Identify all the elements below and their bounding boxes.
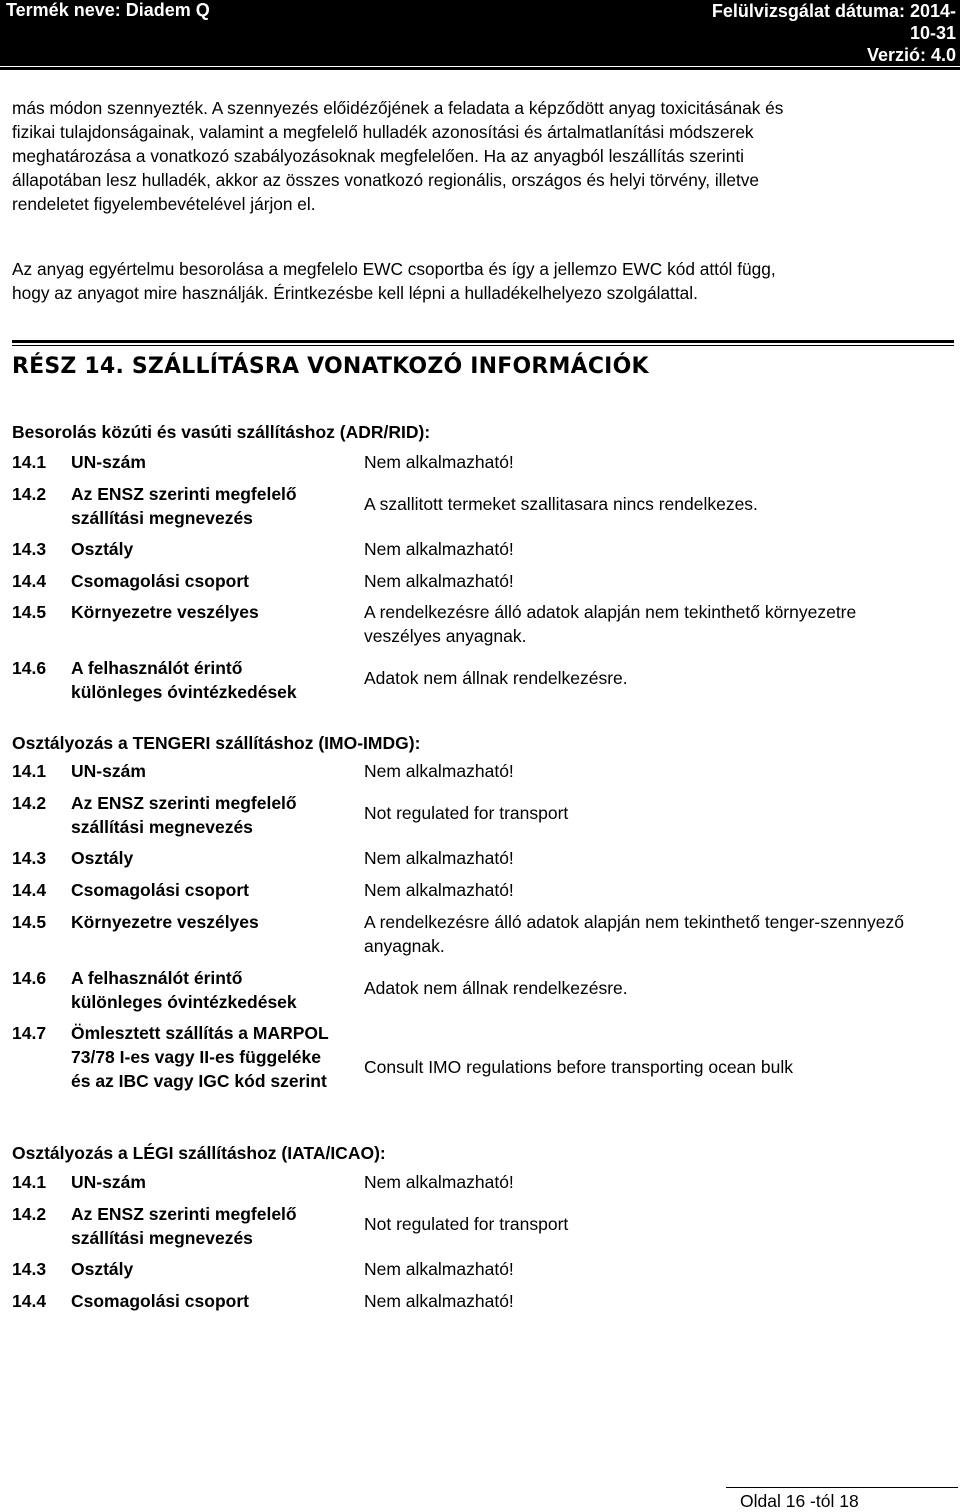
row-number: 14.4	[12, 880, 47, 900]
row-number: 14.5	[12, 912, 47, 932]
row-label: Az ENSZ szerinti megfelelő szállítási megnevezés	[71, 1204, 297, 1248]
row-value: Nem alkalmazható!	[364, 848, 514, 868]
row-label: Csomagolási csoport	[71, 880, 249, 900]
row-number: 14.6	[12, 658, 47, 678]
product-name: Termék neve: Diadem Q	[6, 0, 210, 20]
row-number: 14.4	[12, 571, 47, 591]
row-value: Not regulated for transport	[364, 803, 569, 823]
text-line: meghatározása a vonatkozó szabályozásoknak megfelelően. Ha az anyagból leszállítás szerinti	[12, 146, 744, 166]
row-label: Osztály	[71, 1259, 134, 1279]
road-heading: Besorolás közúti és vasúti szállításhoz (ADR/RID):	[12, 422, 431, 442]
row-value: Not regulated for transport	[364, 1214, 569, 1234]
text-line: fizikai tulajdonságainak, valamint a megfelelő hulladék azonosítási és ártalmatlanítási módszerek	[12, 122, 754, 142]
row-value: Nem alkalmazható!	[364, 539, 514, 559]
footer-divider	[726, 1487, 958, 1488]
row-value: A szallitott termeket szallitasara nincs rendelkezes.	[364, 494, 758, 514]
row-label: A felhasználót érintő különleges óvintézkedések	[71, 968, 297, 1012]
row-label: Csomagolási csoport	[71, 1291, 249, 1311]
row-number: 14.7	[12, 1023, 47, 1043]
row-value: Nem alkalmazható!	[364, 1172, 514, 1192]
row-value: A rendelkezésre álló adatok alapján nem tekinthető tenger-szennyező anyagnak.	[364, 912, 904, 956]
text-line: más módon szennyezték. A szennyezés előidézőjének a feladata a képződött anyag toxicitásának és	[12, 98, 784, 118]
text-line: állapotában lesz hulladék, akkor az összes vonatkozó regionális, országos és helyi törvény, illetve	[12, 170, 760, 190]
row-value: Adatok nem állnak rendelkezésre.	[364, 978, 628, 998]
version: Verzió: 4.0	[866, 45, 956, 65]
row-number: 14.2	[12, 793, 47, 813]
row-value: Consult IMO regulations before transporting ocean bulk	[364, 1057, 793, 1077]
row-label: Az ENSZ szerinti megfelelő szállítási megnevezés	[71, 793, 297, 837]
row-value: Nem alkalmazható!	[364, 1291, 514, 1311]
sea-heading: Osztályozás a TENGERI szállításhoz (IMO-IMDG):	[12, 733, 421, 753]
row-number: 14.3	[12, 539, 47, 559]
air-heading: Osztályozás a LÉGI szállításhoz (IATA/ICAO):	[12, 1143, 386, 1163]
row-value: A rendelkezésre álló adatok alapján nem tekinthető környezetre veszélyes anyagnak.	[364, 602, 857, 646]
row-number: 14.2	[12, 484, 47, 504]
row-label: Csomagolási csoport	[71, 571, 249, 591]
text-line: Az anyag egyértelmu besorolása a megfelelo EWC csoportba és így a jellemzo EWC kód attól függ,	[12, 259, 776, 279]
row-value: Nem alkalmazható!	[364, 452, 514, 472]
row-number: 14.3	[12, 1259, 47, 1279]
revision-date-line2: 10-31	[909, 23, 956, 43]
revision-info	[626, 0, 956, 66]
row-number: 14.1	[12, 761, 47, 781]
row-label: Ömlesztett szállítás a MARPOL 73/78 I-es vagy II-es függeléke és az IBC vagy IGC kód szerint	[71, 1023, 329, 1091]
row-label: UN-szám	[71, 1172, 146, 1192]
row-label: UN-szám	[71, 761, 146, 781]
row-value: Nem alkalmazható!	[364, 880, 514, 900]
row-label: Környezetre veszélyes	[71, 602, 259, 622]
header-divider	[0, 67, 960, 70]
row-number: 14.6	[12, 968, 47, 988]
row-label: A felhasználót érintő különleges óvintézkedések	[71, 658, 297, 702]
section-title: RÉSZ 14. SZÁLLÍTÁSRA VONATKOZÓ INFORMÁCIÓK	[12, 354, 649, 379]
row-number: 14.4	[12, 1291, 47, 1311]
row-number: 14.1	[12, 452, 47, 472]
intro-paragraph-2	[12, 257, 948, 305]
section-divider-thin	[12, 345, 954, 346]
row-number: 14.1	[12, 1172, 47, 1192]
text-line: rendeletet figyelembevételével járjon el.	[12, 194, 316, 214]
row-value: Nem alkalmazható!	[364, 1259, 514, 1279]
row-value: Nem alkalmazható!	[364, 571, 514, 591]
row-label: Az ENSZ szerinti megfelelő szállítási megnevezés	[71, 484, 297, 528]
page-number: Oldal 16 -tól 18	[740, 1491, 859, 1511]
row-label: UN-szám	[71, 452, 146, 472]
row-value: Adatok nem állnak rendelkezésre.	[364, 668, 628, 688]
text-line: hogy az anyagot mire használják. Érintkezésbe kell lépni a hulladékelhelyezo szolgálattal.	[12, 283, 698, 303]
revision-date-line1: Felülvizsgálat dátuma: 2014-	[711, 1, 956, 21]
row-value: Nem alkalmazható!	[364, 761, 514, 781]
row-label: Osztály	[71, 848, 134, 868]
row-number: 14.2	[12, 1204, 47, 1224]
section-divider	[12, 340, 954, 343]
row-label: Környezetre veszélyes	[71, 912, 259, 932]
row-number: 14.3	[12, 848, 47, 868]
row-label: Osztály	[71, 539, 134, 559]
intro-paragraph-1	[12, 96, 948, 216]
row-number: 14.5	[12, 602, 47, 622]
